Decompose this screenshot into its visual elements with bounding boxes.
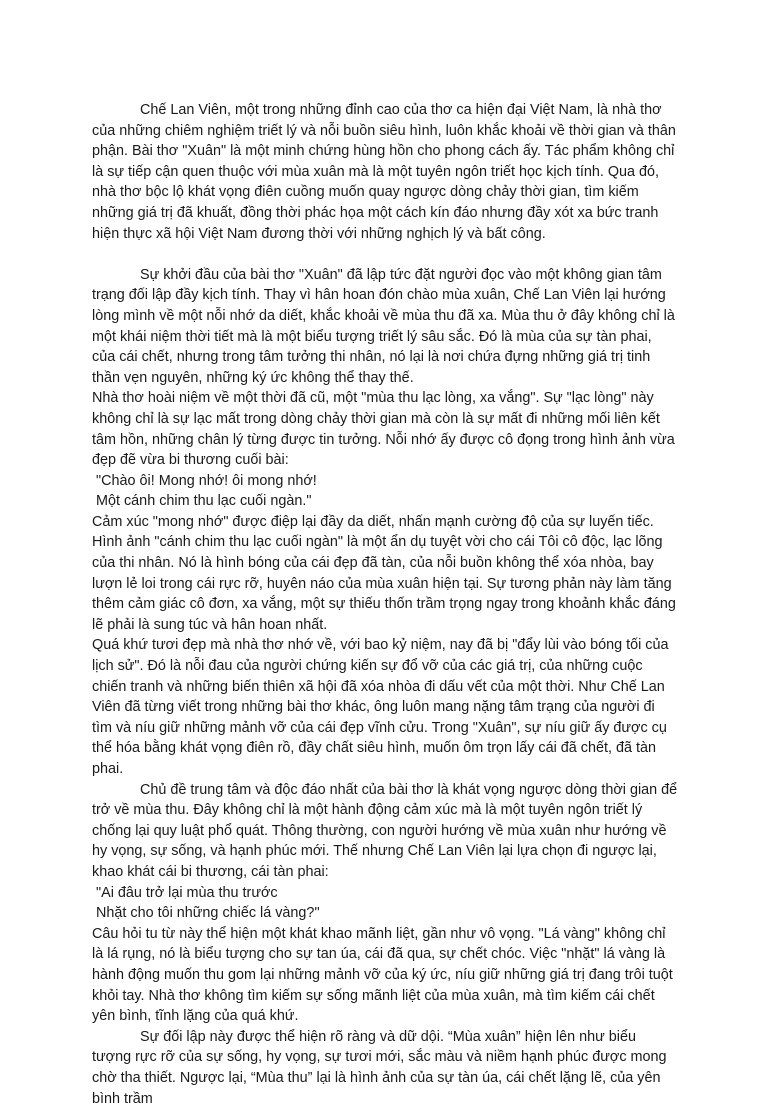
paragraph-longing: Cảm xúc "mong nhớ" được điệp lại đầy da diết, nhấn mạnh cường độ của sự luyến tiếc. Hình ảnh "cánh chim thu lạc cuối ngàn" là một ẩn dụ tuyệt vời cho cái Tôi cô độc, lạc lõng của thi nhân. Nó là hình bóng của cái đẹp đã tàn, của nỗi buồn không thể xóa nhòa, bay lượn lẻ loi trong cái rực rỡ, huyên náo của mùa xuân hiện tại. Sự tương phản này làm tăng thêm cảm giác cô đơn, xa vắng, một sự thiếu thốn trầm trọng ngay trong khoảnh khắc đáng lẽ phải là sung túc và hân hoan nhất.	[92, 513, 676, 633]
document-page	[92, 100, 678, 1109]
paragraph-gap	[92, 244, 678, 265]
paragraph-opening: Sự khởi đầu của bài thơ "Xuân" đã lập tức đặt người đọc vào một không gian tâm trạng đối lập đầy kịch tính. Thay vì hân hoan đón chào mùa xuân, Chế Lan Viên lại hướng lòng mình về một nỗi nhớ da diết, khắc khoải về mùa thu đã xa. Mùa thu ở đây không chỉ là một khái niệm thời tiết mà là một biểu tượng triết lý sâu sắc. Đó là mùa của sự tàn phai, của cái chết, nhưng trong tâm tưởng thi nhân, nó lại là nơi chứa đựng những giá trị tinh thần vẹn nguyên, những ký ức không thể thay thế.	[92, 266, 675, 386]
paragraph-rhetorical-question: Câu hỏi tu từ này thể hiện một khát khao mãnh liệt, gần như vô vọng. "Lá vàng" không chỉ là lá rụng, nó là biểu tượng cho sự tan úa, cái đã qua, sự chết chóc. Việc "nhặt" lá vàng là hành động muốn thu gom lại những mảnh vỡ của ký ức, níu giữ những giá trị đang trôi tuột khỏi tay. Nhà thơ không tìm kiếm sự sống mãnh liệt của mùa xuân, mà tìm kiếm cái chết yên bình, tĩnh lặng của quá khứ.	[92, 925, 673, 1025]
poem-quote-2: "Ai đâu trở lại mùa thu trước Nhặt cho tôi những chiếc lá vàng?"	[96, 884, 320, 922]
poem-quote-1: "Chào ôi! Mong nhớ! ôi mong nhớ! Một cánh chim thu lạc cuối ngàn."	[96, 472, 317, 510]
paragraph-contrast: Sự đối lập này được thể hiện rõ ràng và dữ dội. “Mùa xuân” hiện lên như biểu tượng rực rỡ của sự sống, hy vọng, sự tươi mới, sắc màu và niềm hạnh phúc được mong chờ tha thiết. Ngược lại, “Mùa thu” lại là hình ảnh của sự tàn úa, cái chết lặng lẽ, của yên bình trầm	[92, 1028, 667, 1107]
paragraph-past: Quá khứ tươi đẹp mà nhà thơ nhớ về, với bao kỷ niệm, nay đã bị "đẩy lùi vào bóng tối của lịch sử". Đó là nỗi đau của người chứng kiến sự đổ vỡ của các giá trị, của những cuộc chiến tranh và những biến thiên xã hội đã xóa nhòa đi dấu vết của một thời. Như Chế Lan Viên đã từng viết trong những bài thơ khác, ông luôn mang nặng tâm trạng của người đi tìm và níu giữ những mảnh vỡ của cái đẹp vĩnh cửu. Trong "Xuân", sự níu giữ ấy được cụ thể hóa bằng khát vọng điên rồ, đầy chất siêu hình, muốn ôm trọn lấy cái đã chết, đã tàn phai.	[92, 637, 669, 777]
paragraph-nostalgia: Nhà thơ hoài niệm về một thời đã cũ, một "mùa thu lạc lòng, xa vắng". Sự "lạc lòng" này không chỉ là sự lạc mất trong dòng chảy thời gian mà còn là sự mất đi những mối liên kết tâm hồn, những chân lý từng được tin tưởng. Nỗi nhớ ấy được cô đọng trong hình ảnh vừa đẹp đẽ vừa bi thương cuối bài:	[92, 390, 675, 469]
paragraph-central-theme: Chủ đề trung tâm và độc đáo nhất của bài thơ là khát vọng ngược dòng thời gian để trở về mùa thu. Đây không chỉ là một hành động cảm xúc mà là một tuyên ngôn triết lý chống lại quy luật phổ quát. Thông thường, con người hướng về mùa xuân như hướng về hy vọng, sự sống, và hạnh phúc mới. Thế nhưng Chế Lan Viên lại lựa chọn đi ngược lại, khao khát cái bi thương, cái tàn phai:	[92, 781, 678, 880]
paragraph-intro: Chế Lan Viên, một trong những đỉnh cao của thơ ca hiện đại Việt Nam, là nhà thơ của những chiêm nghiệm triết lý và nỗi buồn siêu hình, luôn khắc khoải về thời gian và thân phận. Bài thơ "Xuân" là một minh chứng hùng hồn cho phong cách ấy. Tác phẩm không chỉ là sự tiếp cận quen thuộc với mùa xuân mà là một tuyên ngôn triết học kịch tính. Qua đó, nhà thơ bộc lộ khát vọng điên cuồng muốn quay ngược dòng chảy thời gian, tìm kiếm những giá trị đã khuất, đồng thời phác họa một cách kín đáo nhưng đầy xót xa bức tranh hiện thực xã hội Việt Nam đương thời với những nghịch lý và bất công.	[92, 102, 676, 242]
